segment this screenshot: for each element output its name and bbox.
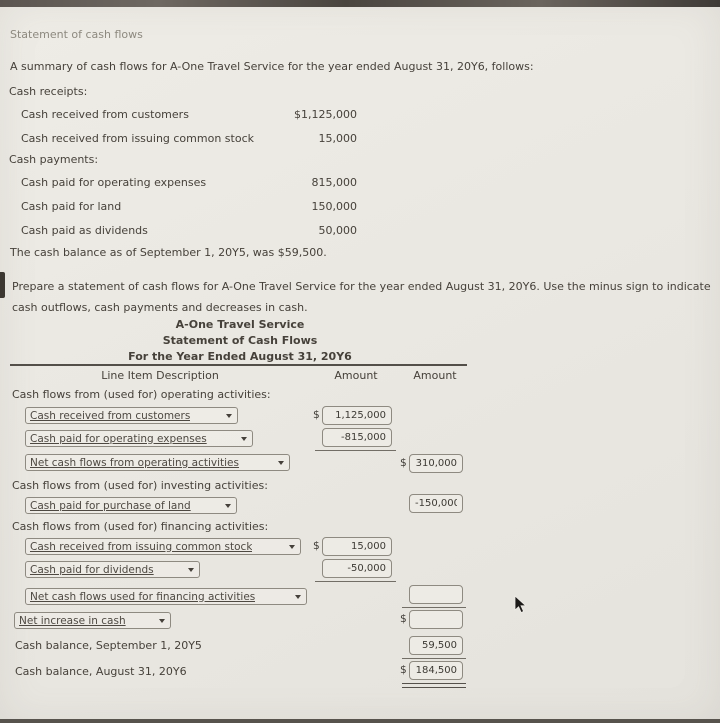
- chevron-down-icon: [226, 414, 232, 418]
- section-investing: Cash flows from (used for) investing activities:: [12, 479, 268, 492]
- window-top-edge: [0, 0, 720, 7]
- currency-symbol: $: [313, 540, 320, 552]
- currency-symbol: $: [400, 613, 407, 625]
- receipt-row-amount: 15,000: [318, 132, 357, 145]
- statement-title: Statement of Cash Flows: [162, 334, 318, 347]
- select-cash-paid-for-operating-expenses[interactable]: [25, 430, 253, 447]
- window-bottom-edge: [0, 719, 720, 723]
- chevron-down-icon: [159, 619, 165, 623]
- subtotal-underline: [315, 450, 396, 451]
- receipts-heading: Cash receipts:: [9, 85, 88, 98]
- chevron-down-icon: [289, 545, 295, 549]
- header-rule: [10, 364, 467, 366]
- amount-input-op-receipts[interactable]: [322, 406, 392, 425]
- select-net-cash-financing[interactable]: [25, 588, 307, 605]
- statement-period: For the Year Ended August 31, 20Y6: [128, 350, 352, 363]
- amount-input-fin-dividends[interactable]: [322, 559, 392, 578]
- select-label: Cash paid for operating expenses: [30, 432, 207, 445]
- select-label: Cash received from customers: [30, 409, 191, 422]
- chevron-down-icon: [278, 461, 284, 465]
- amount-input-end-balance[interactable]: [409, 661, 463, 680]
- select-label: Cash received from issuing common stock: [30, 540, 253, 553]
- payment-row-amount: 50,000: [318, 224, 357, 237]
- select-cash-paid-purchase-land[interactable]: [25, 497, 237, 514]
- payments-heading: Cash payments:: [9, 153, 99, 166]
- chevron-down-icon: [188, 568, 194, 572]
- amount-input-fin-net[interactable]: [409, 585, 463, 604]
- select-cash-received-from-customers[interactable]: [25, 407, 238, 424]
- instructions: Prepare a statement of cash flows for A-One Travel Service for the year ended August 31, 20Y6. Use the minus sign to indicate cash outflows, cash payments and decreases in cash.: [12, 280, 711, 314]
- subtotal-underline: [402, 607, 466, 608]
- total-double-underline: [402, 683, 466, 688]
- statement-company: A-One Travel Service: [175, 318, 305, 331]
- select-cash-paid-dividends[interactable]: [25, 561, 200, 578]
- mouse-cursor-icon: [514, 595, 527, 614]
- select-label: Cash paid for purchase of land: [30, 499, 191, 512]
- currency-symbol: $: [400, 457, 407, 469]
- balance-note: The cash balance as of September 1, 20Y5, was $59,500.: [10, 246, 327, 259]
- select-label: Cash paid for dividends: [30, 563, 154, 576]
- subtotal-underline: [315, 581, 396, 582]
- chevron-down-icon: [225, 504, 231, 508]
- page-title: Statement of cash flows: [10, 28, 143, 41]
- payment-row-label: Cash paid for operating expenses: [21, 176, 207, 189]
- payment-row-label: Cash paid for land: [21, 200, 122, 213]
- col-header-description: Line Item Description: [101, 369, 219, 382]
- end-balance-label: Cash balance, August 31, 20Y6: [15, 665, 187, 678]
- payment-row-amount: 150,000: [311, 200, 357, 213]
- payment-row-amount: 815,000: [311, 176, 357, 189]
- select-label: Net increase in cash: [19, 614, 126, 627]
- chevron-down-icon: [295, 595, 301, 599]
- col-header-amount-2: Amount: [413, 369, 457, 382]
- section-financing: Cash flows from (used for) financing activities:: [12, 520, 269, 533]
- receipt-row-label: Cash received from issuing common stock: [21, 132, 254, 145]
- select-label: Net cash flows used for financing activities: [30, 590, 256, 603]
- select-cash-received-issuing-stock[interactable]: [25, 538, 301, 555]
- amount-input-op-net[interactable]: [409, 454, 463, 473]
- section-operating: Cash flows from (used for) operating activities:: [12, 388, 271, 401]
- amount-input-begin-balance[interactable]: [409, 636, 463, 655]
- receipt-row-amount: $1,125,000: [294, 108, 357, 121]
- chevron-down-icon: [241, 437, 247, 441]
- currency-symbol: $: [313, 409, 320, 421]
- subtotal-underline: [402, 658, 466, 659]
- summary-intro: A summary of cash flows for A-One Travel Service for the year ended August 31, 20Y6, follows:: [10, 60, 534, 73]
- payment-row-label: Cash paid as dividends: [21, 224, 148, 237]
- begin-balance-label: Cash balance, September 1, 20Y5: [15, 639, 202, 652]
- receipt-row-label: Cash received from customers: [21, 108, 189, 121]
- amount-input-inv-land[interactable]: [409, 494, 463, 513]
- col-header-amount-1: Amount: [334, 369, 378, 382]
- amount-input-op-payments[interactable]: [322, 428, 392, 447]
- select-net-cash-operating[interactable]: [25, 454, 290, 471]
- instruction-marker: [0, 272, 5, 298]
- select-label: Net cash flows from operating activities: [30, 456, 239, 469]
- amount-input-fin-stock[interactable]: [322, 537, 392, 556]
- currency-symbol: $: [400, 664, 407, 676]
- select-net-increase-in-cash[interactable]: [14, 612, 171, 629]
- amount-input-net-increase[interactable]: [409, 610, 463, 629]
